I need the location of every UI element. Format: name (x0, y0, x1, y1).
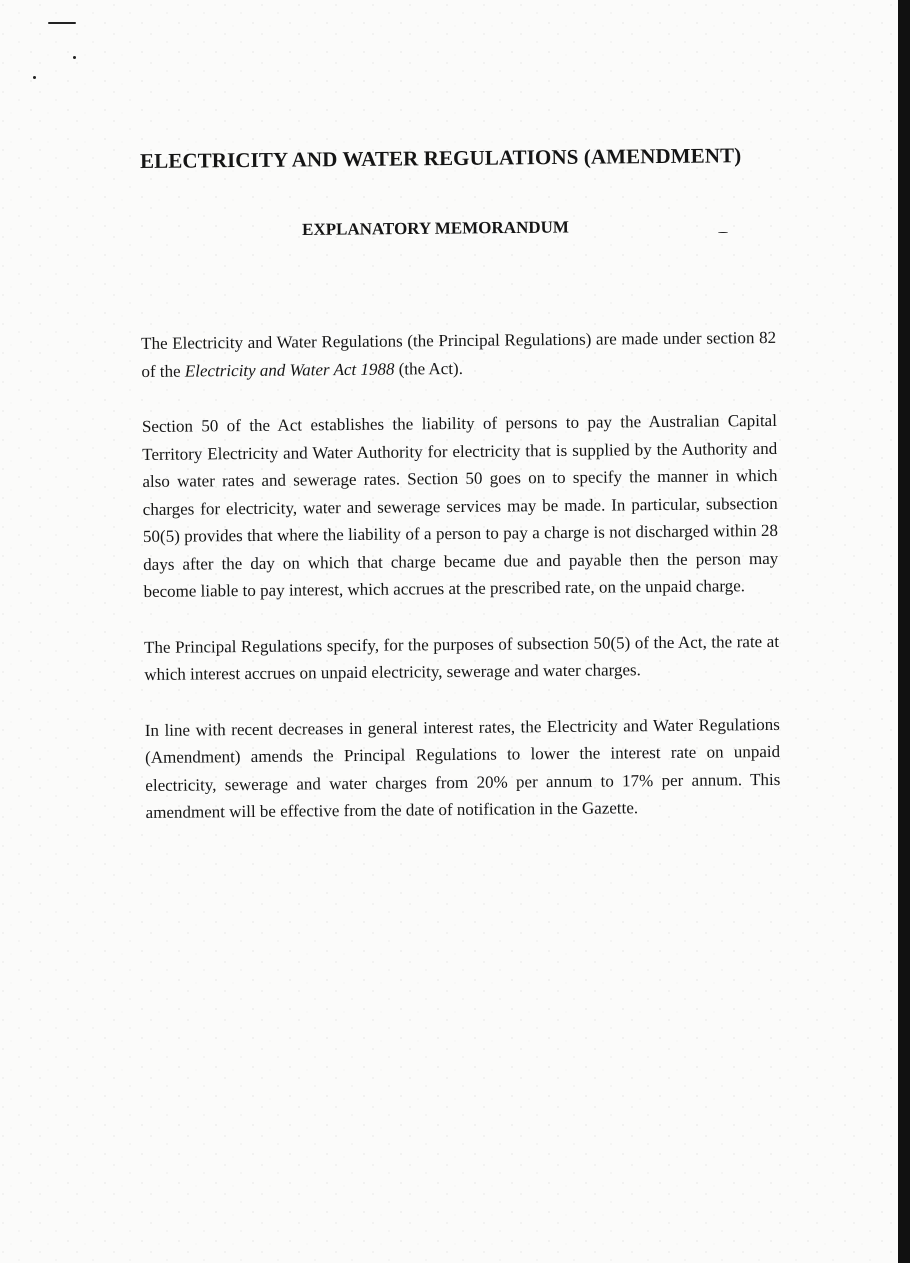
scan-edge-shadow (898, 0, 910, 1263)
paragraph-text: (the Act). (394, 358, 464, 379)
paragraph-section-50: Section 50 of the Act establishes the liability of persons to pay the Australian Capital Territory Electricity and Water Authority for electricity that is supplied by the Authority and also water rates and sewerage rates. Section 50 goes on to specify the manner in which charges for electricity, water and sewerage services may be made. In particular, subsection 50(5) provides that where the liability of a person to pay a charge is not discharged within 28 days after the day on which that charge became due and payable then the person may become liable to pay interest, which accrues at the prescribed rate, on the unpaid charge. (141, 410, 779, 601)
document-subtitle: EXPLANATORY MEMORANDUM (302, 217, 569, 239)
scan-mark (73, 56, 76, 59)
scan-mark (33, 76, 36, 79)
act-title: Electricity and Water Act 1988 (184, 359, 395, 381)
paragraph-text: The Electricity and Water Regulations (the Principal Regulations) are made under section 82 of the (141, 327, 777, 381)
memorandum-body (141, 324, 781, 827)
scan-mark (718, 232, 728, 233)
document-title: ELECTRICITY AND WATER REGULATIONS (AMENDMENT) (140, 143, 742, 173)
scan-mark (48, 22, 76, 24)
paragraph-amendment: In line with recent decreases in general interest rates, the Electricity and Water Regulations (Amendment) amends the Principal Regulations to lower the interest rate on unpaid electricity, sewerage and water charges from 20% per annum to 17% per annum. This amendment will be effective from the date of notification in the Gazette. (144, 714, 781, 822)
paragraph-interest-rate-spec: The Principal Regulations specify, for the purposes of subsection 50(5) of the Act, the rate at which interest accrues on unpaid electricity, sewerage and water charges. (143, 631, 780, 684)
paragraph-principal-regulations (141, 324, 776, 385)
